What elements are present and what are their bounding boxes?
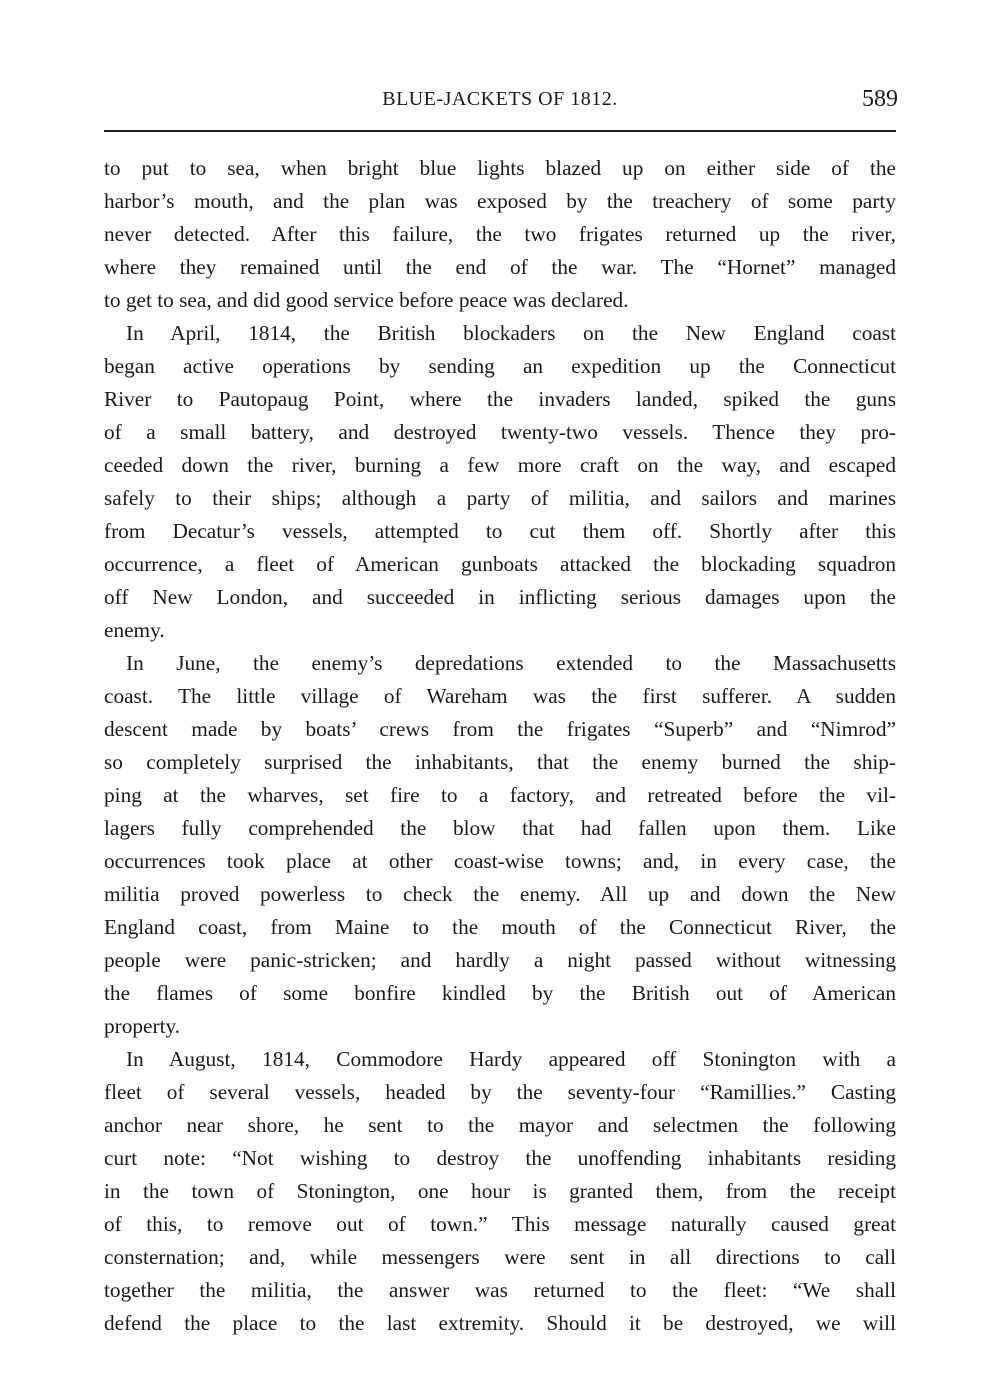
text-line: safely to their ships; although a party of militia, and sailors and marines <box>104 486 896 510</box>
text-line: ping at the wharves, set fire to a factory, and retreated before the vil- <box>104 783 896 807</box>
text-line: to get to sea, and did good service before peace was declared. <box>104 288 629 312</box>
text-line: so completely surprised the inhabitants, that the enemy burned the ship- <box>104 750 896 774</box>
text-line: in the town of Stonington, one hour is granted them, from the receipt <box>104 1179 896 1203</box>
text-line: In August, 1814, Commodore Hardy appeared off Stonington with a <box>126 1047 896 1071</box>
text-line: militia proved powerless to check the enemy. All up and down the New <box>104 882 896 906</box>
paragraph <box>104 317 896 647</box>
text-line: defend the place to the last extremity. Should it be destroyed, we will <box>104 1311 896 1335</box>
text-line: property. <box>104 1014 181 1038</box>
text-line: of this, to remove out of town.” This message naturally caused great <box>104 1212 896 1236</box>
text-line: of a small battery, and destroyed twenty-two vessels. Thence they pro- <box>104 420 896 444</box>
text-line: consternation; and, while messengers were sent in all directions to call <box>104 1245 896 1269</box>
running-head-title: BLUE-JACKETS OF 1812. <box>382 88 618 110</box>
text-line: harbor’s mouth, and the plan was exposed by the treachery of some party <box>104 189 896 213</box>
page-number: 589 <box>862 86 898 112</box>
text-line: occurrences took place at other coast-wise towns; and, in every case, the <box>104 849 896 873</box>
body-text <box>104 152 896 1340</box>
text-line: In June, the enemy’s depredations extended to the Massachusetts <box>126 651 896 675</box>
text-line: never detected. After this failure, the two frigates returned up the river, <box>104 222 896 246</box>
text-line: lagers fully comprehended the blow that had fallen upon them. Like <box>104 816 896 840</box>
paragraph <box>104 1043 896 1340</box>
text-line: from Decatur’s vessels, attempted to cut them off. Shortly after this <box>104 519 896 543</box>
text-line: curt note: “Not wishing to destroy the unoffending inhabitants residing <box>104 1146 896 1170</box>
text-line: coast. The little village of Wareham was the first sufferer. A sudden <box>104 684 896 708</box>
text-line: anchor near shore, he sent to the mayor and selectmen the following <box>104 1113 896 1137</box>
text-line: the flames of some bonfire kindled by the British out of American <box>104 981 896 1005</box>
text-line: began active operations by sending an expedition up the Connecticut <box>104 354 896 378</box>
paragraph <box>104 647 896 1043</box>
running-head <box>104 86 896 116</box>
text-line: together the militia, the answer was returned to the fleet: “We shall <box>104 1278 896 1302</box>
paragraph <box>104 152 896 317</box>
text-line: to put to sea, when bright blue lights blazed up on either side of the <box>104 156 896 180</box>
text-line: descent made by boats’ crews from the frigates “Superb” and “Nimrod” <box>104 717 896 741</box>
text-line: England coast, from Maine to the mouth of the Connecticut River, the <box>104 915 896 939</box>
text-line: enemy. <box>104 618 165 642</box>
text-line: In April, 1814, the British blockaders on the New England coast <box>126 321 896 345</box>
text-line: River to Pautopaug Point, where the invaders landed, spiked the guns <box>104 387 896 411</box>
text-line: where they remained until the end of the war. The “Hornet” managed <box>104 255 896 279</box>
text-line: ceeded down the river, burning a few more craft on the way, and escaped <box>104 453 896 477</box>
text-line: off New London, and succeeded in inflicting serious damages upon the <box>104 585 896 609</box>
text-line: people were panic-stricken; and hardly a night passed without witnessing <box>104 948 896 972</box>
text-line: occurrence, a fleet of American gunboats attacked the blockading squadron <box>104 552 896 576</box>
text-line: fleet of several vessels, headed by the seventy-four “Ramillies.” Casting <box>104 1080 896 1104</box>
header-rule <box>104 130 896 132</box>
